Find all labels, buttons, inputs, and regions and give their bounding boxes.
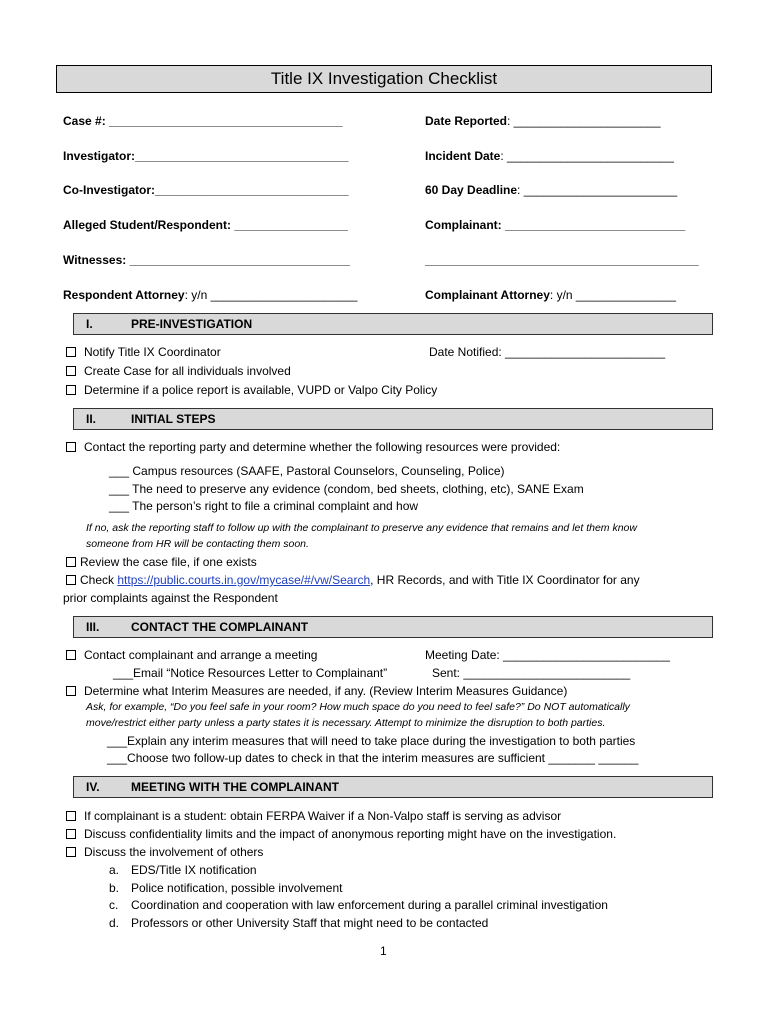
instruction-note: If no, ask the reporting staff to follow up with the complainant to preserve any evidence that remains and let them know: [86, 522, 637, 534]
resource-item[interactable]: ___ The need to preserve any evidence (condom, bed sheets, clothing, etc), SANE Exam: [109, 482, 584, 496]
page-number: 1: [380, 944, 387, 958]
date-notified-field[interactable]: Date Notified: ________________________: [429, 345, 666, 359]
checklist-item[interactable]: [66, 827, 616, 841]
checklist-item-label-cont: , HR Records, and with Title IX Coordinator for any: [370, 573, 640, 587]
deadline-label: 60 Day Deadline: [425, 183, 518, 197]
instruction-note: Ask, for example, “Do you feel safe in your room? How much space do you need to feel safe?” Do NOT automatically: [86, 701, 630, 713]
co-investigator-field[interactable]: Co-Investigator:_____________________________: [63, 183, 349, 197]
checkbox[interactable]: [66, 557, 76, 567]
incident-date-value: : _________________________: [500, 149, 674, 163]
resource-item[interactable]: ___ Campus resources (SAAFE, Pastoral Counselors, Counseling, Police): [109, 464, 505, 478]
list-item: [109, 881, 342, 895]
investigator-field[interactable]: Investigator:________________________________: [63, 149, 349, 163]
instruction-note: move/restrict either party unless a party states it is necessary. Attempt to minimize the disruption to both parties.: [86, 717, 606, 729]
section-number: II.: [86, 412, 97, 426]
checkbox[interactable]: [66, 650, 76, 660]
checkbox[interactable]: [66, 829, 76, 839]
checklist-item-label: If complainant is a student: obtain FERPA Waiver if a Non-Valpo staff is serving as advisor: [84, 809, 562, 823]
witnesses-field[interactable]: Witnesses: _________________________________: [63, 253, 350, 267]
section-header-meeting-complainant: [73, 776, 713, 798]
page-title: Title IX Investigation Checklist: [56, 65, 712, 93]
checklist-item[interactable]: [66, 364, 291, 378]
checklist-item[interactable]: [66, 648, 317, 662]
email-resources-item[interactable]: ___Email “Notice Resources Letter to Complainant”: [113, 666, 388, 680]
list-marker: c.: [109, 898, 119, 912]
section-name: MEETING WITH THE COMPLAINANT: [131, 780, 339, 794]
checklist-item-label: Contact complainant and arrange a meeting: [84, 648, 318, 662]
date-reported-field[interactable]: [425, 114, 661, 128]
checklist-item[interactable]: [66, 845, 263, 859]
sent-field[interactable]: Sent: _________________________: [432, 666, 631, 680]
alleged-respondent-field[interactable]: Alleged Student/Respondent: _________________: [63, 218, 348, 232]
checkbox[interactable]: [66, 442, 76, 452]
complainant-field[interactable]: Complainant: ___________________________: [425, 218, 686, 232]
list-marker: a.: [109, 863, 120, 877]
checklist-item[interactable]: [66, 809, 561, 823]
deadline-field[interactable]: [425, 183, 677, 197]
section-name: INITIAL STEPS: [131, 412, 216, 426]
respondent-attorney-label: Respondent Attorney: [63, 288, 185, 302]
list-item-text: Coordination and cooperation with law enforcement during a parallel criminal investigation: [131, 898, 608, 912]
checklist-item[interactable]: [66, 345, 221, 359]
list-item: [109, 863, 257, 877]
checklist-item[interactable]: [66, 573, 640, 587]
checklist-item-label: Review the case file, if one exists: [80, 555, 257, 569]
resource-item[interactable]: ___ The person’s right to file a criminal complaint and how: [109, 499, 419, 513]
case-number-field[interactable]: Case #: ___________________________________: [63, 114, 343, 128]
section-name: CONTACT THE COMPLAINANT: [131, 620, 309, 634]
checklist-item-label: Check: [80, 573, 118, 587]
witnesses-continued-field[interactable]: _________________________________________: [425, 253, 699, 267]
instruction-note: someone from HR will be contacting them soon.: [86, 538, 309, 550]
section-header-pre-investigation: [73, 313, 713, 335]
checklist-item-label: Determine if a police report is available, VUPD or Valpo City Policy: [84, 383, 438, 397]
complainant-attorney-field[interactable]: [425, 288, 676, 302]
checklist-item-continuation: prior complaints against the Respondent: [63, 591, 278, 605]
checkbox[interactable]: [66, 385, 76, 395]
checklist-item[interactable]: [66, 440, 560, 454]
checklist-item[interactable]: [66, 555, 257, 569]
checklist-item-label: Discuss confidentiality limits and the impact of anonymous reporting might have on the investigation.: [84, 827, 617, 841]
list-marker: b.: [109, 881, 120, 895]
list-item-text: Professors or other University Staff that might need to be contacted: [131, 916, 489, 930]
respondent-attorney-value: : y/n ______________________: [184, 288, 358, 302]
section-number: I.: [86, 317, 93, 331]
date-reported-value: : ______________________: [507, 114, 661, 128]
checklist-item[interactable]: [66, 684, 567, 698]
section-number: III.: [86, 620, 100, 634]
checkbox[interactable]: [66, 811, 76, 821]
list-item-text: EDS/Title IX notification: [131, 863, 257, 877]
interim-measure-item[interactable]: ___Explain any interim measures that will need to take place during the investigation to both parties: [107, 734, 636, 748]
checkbox[interactable]: [66, 686, 76, 696]
list-marker: d.: [109, 916, 120, 930]
complainant-attorney-label: Complainant Attorney: [425, 288, 550, 302]
section-name: PRE-INVESTIGATION: [131, 317, 253, 331]
list-item-text: Police notification, possible involvement: [131, 881, 343, 895]
deadline-value: : _______________________: [517, 183, 678, 197]
checkbox[interactable]: [66, 366, 76, 376]
checklist-item-label: Contact the reporting party and determine whether the following resources were provided:: [84, 440, 561, 454]
interim-measure-item[interactable]: ___Choose two follow-up dates to check in that the interim measures are sufficient _______ ______: [107, 751, 639, 765]
checklist-item-label: Discuss the involvement of others: [84, 845, 264, 859]
section-number: IV.: [86, 780, 100, 794]
respondent-attorney-field[interactable]: [63, 288, 357, 302]
checklist-item[interactable]: [66, 383, 437, 397]
meeting-date-field[interactable]: Meeting Date: _________________________: [425, 648, 670, 662]
list-item: [109, 916, 488, 930]
checklist-item-label: Determine what Interim Measures are needed, if any. (Review Interim Measures Guidance): [84, 684, 568, 698]
incident-date-label: Incident Date: [425, 149, 501, 163]
date-reported-label: Date Reported: [425, 114, 508, 128]
complainant-attorney-value: : y/n _______________: [549, 288, 677, 302]
section-header-contact-complainant: [73, 616, 713, 638]
checklist-item-label: Notify Title IX Coordinator: [84, 345, 221, 359]
checkbox[interactable]: [66, 347, 76, 357]
checklist-item-label: Create Case for all individuals involved: [84, 364, 291, 378]
section-header-initial-steps: [73, 408, 713, 430]
checkbox[interactable]: [66, 847, 76, 857]
incident-date-field[interactable]: [425, 149, 674, 163]
list-item: [109, 898, 608, 912]
checkbox[interactable]: [66, 575, 76, 585]
courts-search-link[interactable]: https://public.courts.in.gov/mycase/#/vw/Search: [117, 573, 371, 587]
